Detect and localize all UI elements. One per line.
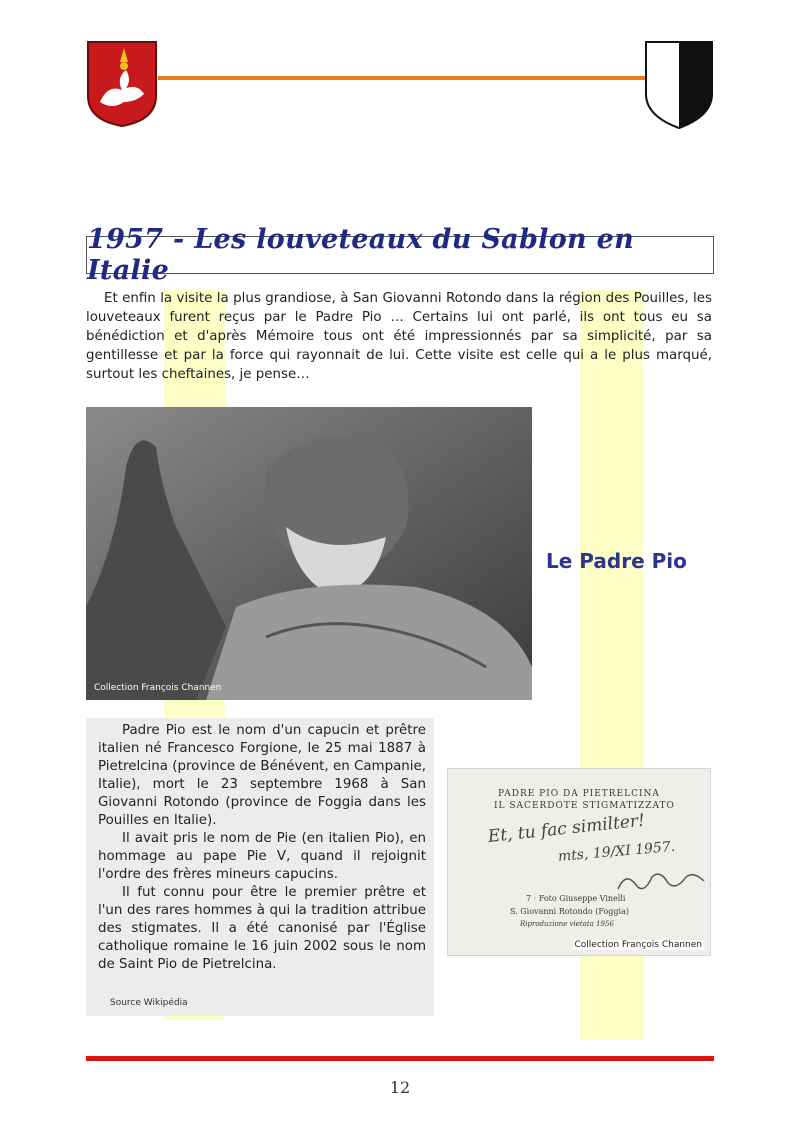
biography-paragraph: Il fut connu pour être le premier prêtre et l'un des rares hommes à qui la tradition attribue des stigmates. Il a été canonisé par l'Église catholique romaine le 16 juin 2002 sous le nom de Saint Pio de Pietrelcina. xyxy=(98,885,426,972)
biography-paragraph: Padre Pio est le nom d'un capucin et prêtre italien né Francesco Forgione, le 25 mai 1887 à Pietrelcina (province de Bénévent, en Campanie, Italie), mort le 23 septembre 1968 à San Giovanni Rotondo (province de Foggia dans les Pouilles en Italie). xyxy=(98,723,426,828)
footer-red-rule xyxy=(86,1056,714,1061)
signed-card xyxy=(447,768,711,956)
photo-caption: Le Padre Pio xyxy=(546,549,687,573)
header-orange-rule xyxy=(158,76,646,80)
title-box xyxy=(86,224,714,286)
source-note: Source Wikipédia xyxy=(110,998,188,1008)
card-credit: Collection François Channen xyxy=(574,940,702,950)
card-line: IL SACERDOTE STIGMATIZZATO xyxy=(494,801,675,811)
signature-icon xyxy=(616,867,706,897)
card-handwriting: mts, 19/XI 1957. xyxy=(557,838,676,865)
intro-paragraph: Et enfin la visite la plus grandiose, à San Giovanni Rotondo dans la région des Pouilles, les louveteaux furent reçus par le Padre Pio … Certains lui ont parlé, ils ont tous eu sa bénédiction et d'après Mémoire tous ont été impressionnés par sa simplicité, par sa gentillesse et par la force qui rayonnait de lui. Cette visite est celle qui a le plus marqué, surtout les cheftaines, je pense… xyxy=(86,291,712,382)
page-title: 1957 - Les louveteaux du Sablon en Italie xyxy=(87,224,635,286)
card-line: Riproduzione vietata 1956 xyxy=(520,920,614,928)
card-line: S. Giovanni Rotondo (Foggia) xyxy=(510,907,629,916)
biography-text xyxy=(98,722,426,974)
padre-pio-photo xyxy=(86,407,532,700)
shield-crest-icon xyxy=(644,40,714,130)
card-line: 7 · Foto Giuseppe Vinelli xyxy=(526,894,626,903)
portrait-image-icon xyxy=(86,407,532,700)
card-handwriting: Et, tu fac similter! xyxy=(486,810,646,847)
page-number: 12 xyxy=(389,1078,411,1097)
biography-box xyxy=(86,718,434,1016)
dragon-crest-icon xyxy=(86,40,158,128)
card-line: PADRE PIO DA PIETRELCINA xyxy=(498,789,660,799)
biography-paragraph: Il avait pris le nom de Pie (en italien Pio), en hommage au pape Pie V, quand il rejoignit l'ordre des frères mineurs capucins. xyxy=(98,831,426,882)
photo-credit: Collection François Channen xyxy=(94,683,222,693)
